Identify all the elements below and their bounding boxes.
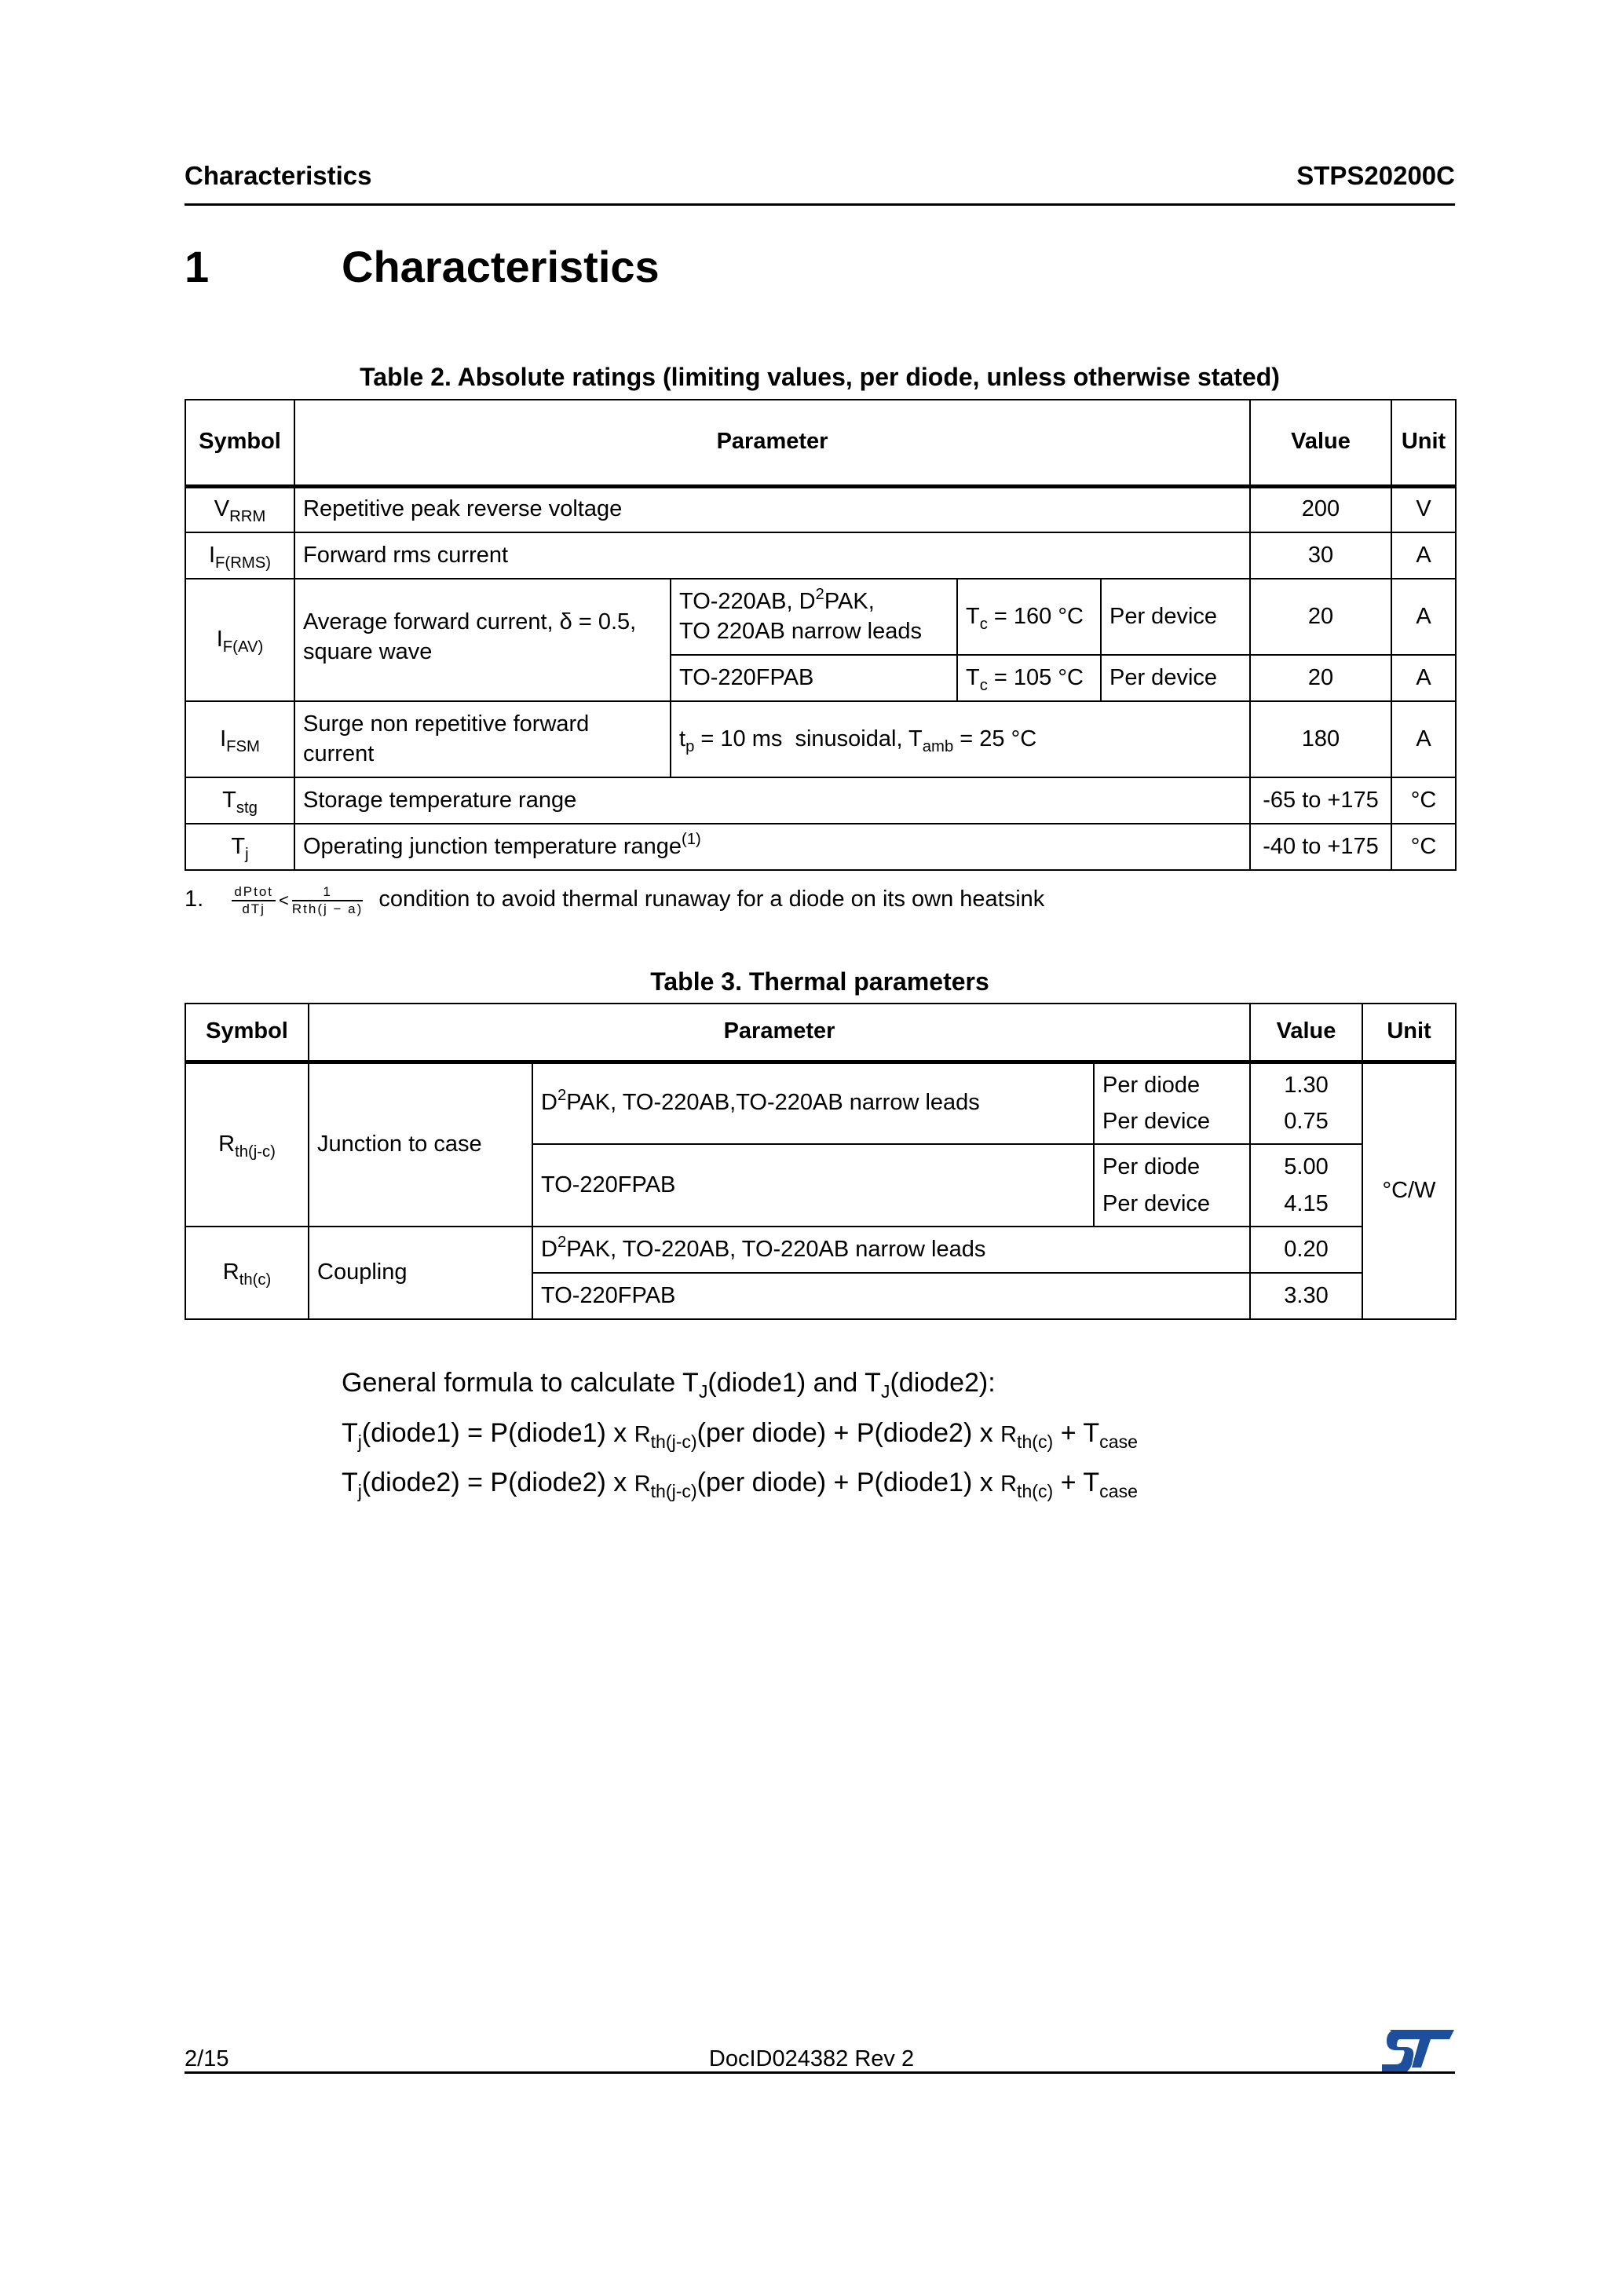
fraction-rth: $\frac{1}{\text{Rth(j − a)}}$ [291,884,364,916]
unit-cell: °C [1391,777,1456,824]
package-cell: $D^2PAK$, TO-220AB,TO-220AB narrow leads [532,1062,1094,1144]
condition-cell: $T_c = 160$ °C [957,579,1101,655]
scope-cell: Per diode Per device [1094,1062,1250,1144]
table-row [185,532,1456,579]
table3-header-value: Value [1250,1004,1362,1062]
table2-caption: Table 2. Absolute ratings (limiting values, per diode, unless otherwise stated) [360,363,1280,391]
symbol-rthjc: $R_{th(j-c)}$ [185,1062,309,1227]
table-row [185,701,1456,777]
fraction-dptot-dtj: $\frac{\text{dPtot}}{\text{dTj}}$ [232,884,276,916]
scope-cell: Per device [1101,655,1250,701]
footnote-ref: (1) [682,830,701,848]
table3-header-unit: Unit [1362,1004,1456,1062]
st-logo [1382,2030,1454,2074]
condition-cell: $T_c = 105$ °C [957,655,1101,701]
param-cell: Storage temperature range [294,777,1250,824]
value-cell: 20 [1250,655,1391,701]
value-cell: -65 to +175 [1250,777,1391,824]
header-rule [185,203,1455,206]
absolute-ratings-table [185,399,1457,871]
table3-header-parameter: Parameter [309,1004,1250,1062]
footnote-number: 1. [185,887,204,912]
formula-diode1: $T_j(diode1)$ = P(diode1) x $R_{th(j-c)}(per$ diode) + P(diode2) x $R_{th(c)} + T_{case}$ [342,1418,1138,1453]
value-cell: 30 [1250,532,1391,579]
section-number: 1 [185,242,210,291]
param-cell: Coupling [309,1227,532,1319]
unit-cell: A [1391,701,1456,777]
unit-cell: A [1391,579,1456,655]
table3-caption: Table 3. Thermal parameters [650,967,989,996]
thermal-parameters-table [185,1003,1457,1320]
formula-diode2: $T_j(diode2)$ = P(diode2) x $R_{th(j-c)}(per$ diode) + P(diode1) x $R_{th(c)} + T_{case}$ [342,1468,1138,1502]
package-cell: TO-220FPAB [671,655,957,701]
param-cell: Junction to case [309,1062,532,1227]
table3-header-symbol: Symbol [185,1004,309,1062]
table-row [185,777,1456,824]
symbol-tj: $T_j$ [185,824,294,870]
table-row [185,824,1456,870]
table2-header-value: Value [1250,400,1391,486]
package-cell: TO-220AB, $D^2PAK$, TO 220AB narrow leads [671,579,957,655]
table2-header-unit: Unit [1391,400,1456,486]
scope-cell: Per diode Per device [1094,1144,1250,1227]
value-cell: 1.30 0.75 [1250,1062,1362,1144]
param-cell: Average forward current, δ = 0.5, square wave [294,579,671,701]
symbol-ifav: $I_{F(AV)}$ [185,579,294,701]
value-cell: 0.20 [1250,1227,1362,1273]
symbol-tstg: $T_{stg}$ [185,777,294,824]
value-cell: 200 [1250,486,1391,532]
unit-cell: A [1391,655,1456,701]
package-cell: $D^2PAK$, TO-220AB, TO-220AB narrow leads [532,1227,1250,1273]
unit-cell: °C/W [1362,1062,1456,1319]
table-row [185,579,1456,655]
condition-cell: $t_p = 10$ ms sinusoidal, $T_{amb} = 25$ °C [671,701,1250,777]
unit-cell: °C [1391,824,1456,870]
symbol-vrrm: $V_{RRM}$ [185,486,294,532]
scope-cell: Per device [1101,579,1250,655]
param-cell: Forward rms current [294,532,1250,579]
package-cell: TO-220FPAB [532,1273,1250,1319]
value-cell: 5.00 4.15 [1250,1144,1362,1227]
value-cell: 180 [1250,701,1391,777]
section-title: Characteristics [342,242,660,291]
param-cell: Repetitive peak reverse voltage [294,486,1250,532]
table-row [185,1062,1456,1144]
page-number: 2/15 [185,2046,229,2071]
formula-intro: General formula to calculate $T_J(diode1)$ and $T_J(diode2)$: [342,1368,996,1402]
symbol-ifsm: $I_{FSM}$ [185,701,294,777]
param-cell: Operating junction temperature range$^{(1)}$ [294,824,1250,870]
document-id: DocID024382 Rev 2 [708,2046,915,2071]
table-row [185,486,1456,532]
table2-header-parameter: Parameter [294,400,1250,486]
unit-cell: A [1391,532,1456,579]
footnote-text: condition to avoid thermal runaway for a diode on its own heatsink [378,887,1045,912]
table-row [185,1227,1456,1273]
unit-cell: V [1391,486,1456,532]
table2-footnote: 1. $\frac{\text{dPtot}}{\text{dTj}}$ < $\frac{1}{\text{Rth(j − a)}}$ condition to avoid thermal runaway for a diode on its own heatsink [185,884,1045,916]
symbol-rthc: $R_{th(c)}$ [185,1227,309,1319]
param-cell: Surge non repetitive forward current [294,701,671,777]
running-header-title: Characteristics [185,161,372,190]
running-header-part-number: STPS20200C [1296,161,1455,190]
package-cell: TO-220FPAB [532,1144,1094,1227]
value-cell: -40 to +175 [1250,824,1391,870]
symbol-ifrms: $I_{F(RMS)}$ [185,532,294,579]
footer-rule [185,2071,1455,2074]
value-cell: 20 [1250,579,1391,655]
value-cell: 3.30 [1250,1273,1362,1319]
table2-header-symbol: Symbol [185,400,294,486]
